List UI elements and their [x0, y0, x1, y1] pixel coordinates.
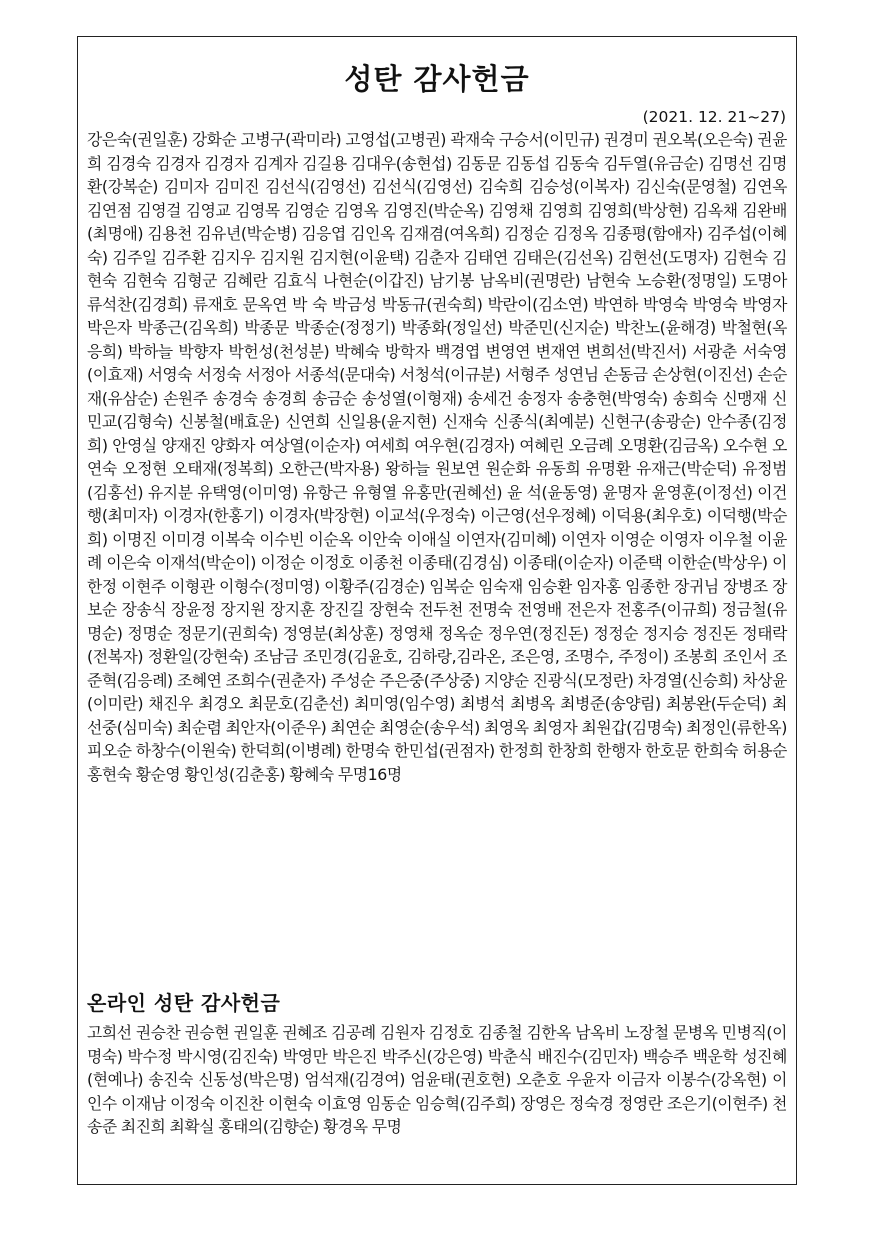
- page-title: 성탄 감사헌금: [344, 62, 530, 96]
- online-section-heading: 온라인 성탄 감사헌금: [87, 991, 281, 1015]
- offline-donor-list: 강은숙(권일훈) 강화순 고병구(곽미라) 고영섭(고병권) 곽재숙 구승서(이민규) 권경미 권오복(오은숙) 권윤희 김경숙 김경자 김경자 김계자 김길용 김대우(송현섭) 김동문 김동섭 김동숙 김두열(유금순) 김명선 김명환(강복순) 김미자 김미진 김선식(김영선) 김선식(김영선) 김숙희 김승성(이복자) 김신숙(문영철) 김연옥 김연점 김영걸 김영교 김영목 김영순 김영옥 김영진(박순옥) 김영채 김영희 김영희(박상현) 김옥채 김완배(최명애) 김용천 김유년(박순병) 김응엽 김인옥 김재겸(여옥희) 김정순 김정옥 김종평(함애자) 김주섭(이혜숙) 김주일 김주환 김지우 김지원 김지현(이윤택) 김춘자 김태연 김태은(김선옥) 김현선(도명자) 김현숙 김현숙 김현숙 김형군 김혜란 김효식 나현순(이갑진) 남기봉 남옥비(권명란) 남현숙 노승환(정명일) 도명아 류석찬(김경희) 류재호 문옥연 박 숙 박금성 박동규(권숙희) 박란이(김소연) 박연하 박영숙 박영숙 박영자 박은자 박종근(김옥희) 박종문 박종순(정정기) 박종화(정일선) 박준민(신지순) 박찬노(윤해경) 박철현(옥응희) 박하늘 박향자 박헌성(천성분) 박혜숙 방학자 백경엽 변영연 변재연 변희선(박진서) 서광춘 서숙영(이효재) 서영숙 서정숙 서정아 서종석(문대숙) 서청석(이규분) 서형주 성연님 손동금 손상현(이진선) 손순재(유삼순) 손원주 송경숙 송경희 송금순 송성열(이형재) 송세건 송정자 송충현(박영숙) 송희숙 신맹재 신민교(김형숙) 신봉철(배효운) 신연희 신일용(윤지현) 신재숙 신종식(최예분) 신현구(송광순) 안수종(김정희) 안영실 양재진 양화자 여상열(이순자) 여세희 여우현(김경자) 여혜린 오금례 오명환(김금옥) 오수현 오연숙 오정현 오태재(정복희) 오한근(박자용) 왕하늘 원보연 원순화 유동희 유명환 유재근(박순덕) 유정범(김홍선) 유지분 유택영(이미영) 유항근 유형열 유홍만(권혜선) 윤 석(윤동영) 윤명자 윤영훈(이정선) 이건행(최미자) 이경자(한홍기) 이경자(박장현) 이교석(우정숙) 이근영(선우정혜) 이덕용(최우호) 이덕행(박순희) 이명진 이미경 이복숙 이수빈 이순옥 이안숙 이애실 이연자(김미혜) 이연자 이영순 이영자 이우철 이윤례 이은숙 이재석(박순이) 이정순 이정호 이종천 이종태(김경심) 이종태(이순자) 이준택 이한순(박상우) 이한정 이현주 이형관 이형수(정미영) 이황주(김경순) 임복순 임숙재 임승환 임자홍 임종한 장귀님 장병조 장보순 장송식 장윤정 장지원 장지훈 장진길 장현숙 전두천 전명숙 전영배 전은자 전홍주(이규희) 정금철(유명순) 정명순 정문기(권희숙) 정영분(최상훈) 정영채 정옥순 정우연(정진돈) 정정순 정지승 정진돈 정태락(전복자) 정환일(강현숙) 조남금 조민경(김윤호, 김하랑,김라온, 조은영, 조명수, 주정이) 조봉희 조인서 조준혁(김응례) 조혜연 조희수(권춘자) 주성순 주은중(주상중) 지양순 진광식(모정란) 차경열(신승희) 차상윤(이미란) 채진우 최경오 최문호(김춘선) 최미영(임수영) 최병석 최병옥 최병준(송양림) 최봉완(두순덕) 최선중(심미숙) 최순렴 최안자(이준우) 최연순 최영순(송우석) 최영옥 최영자 최원갑(김명숙) 최정인(류한옥) 피오순 하창수(이원숙) 한덕희(이병례) 한명숙 한민섭(권점자) 한정희 한창희 한행자 한호문 한희숙 허용순 홍현숙 황순영 황인성(김춘홍) 황혜숙 무명16명: [87, 130, 787, 784]
- document-frame: [77, 36, 797, 1185]
- online-donor-list: 고희선 권승찬 권승현 권일훈 권혜조 김공례 김원자 김정호 김종철 김한옥 남옥비 노장철 문병옥 민병직(이명숙) 박수정 박시영(김진숙) 박영만 박은진 박주신(강은영) 박춘식 배진수(김민자) 백승주 백운학 성진혜(현예나) 송진숙 신동성(박은명) 엄석재(김경여) 엄윤태(권호현) 오춘호 우윤자 이금자 이봉수(강옥현) 이인수 이재남 이정숙 이진찬 이현숙 이효영 임동순 임승혁(김주희) 장영은 정숙경 정영란 조은기(이현주) 천송준 최진희 최확실 홍태의(김향순) 황경옥 무명: [87, 1023, 787, 1136]
- date-range: (2021. 12. 21~27): [642, 108, 786, 126]
